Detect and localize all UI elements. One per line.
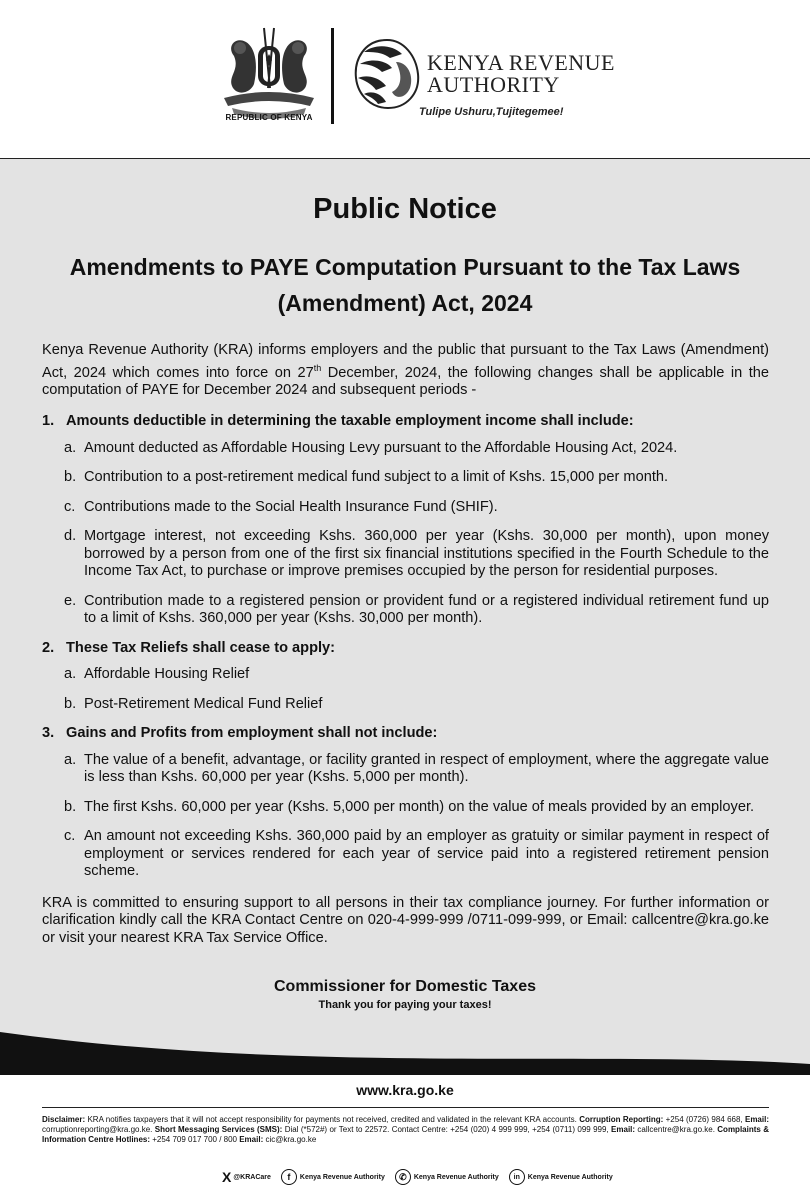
list-item	[64, 666, 769, 684]
social-label: @KRACare	[233, 1173, 271, 1181]
list-item	[64, 528, 769, 581]
social-label: Kenya Revenue Authority	[413, 1173, 499, 1181]
list-item	[64, 593, 769, 628]
whatsapp-icon: ✆	[395, 1169, 411, 1185]
org-name-line2: AUTHORITY	[427, 72, 560, 97]
corruption-email[interactable]: corruptionreporting@kra.go.ke.	[42, 1125, 155, 1134]
header	[0, 0, 810, 158]
intro-paragraph	[42, 342, 769, 399]
email-label: Email:	[239, 1135, 264, 1144]
website-link[interactable]: www.kra.go.ke	[356, 1082, 454, 1098]
item-letter: c.	[64, 828, 76, 845]
thanks-line: Thank you for paying your taxes!	[318, 999, 492, 1011]
list-item	[64, 499, 769, 517]
section-heading	[42, 413, 769, 431]
corruption-label: Corruption Reporting:	[579, 1115, 664, 1124]
item-letter: a.	[64, 439, 77, 456]
footer	[0, 1075, 810, 1200]
decorative-wave	[0, 1030, 810, 1080]
notice-content	[42, 342, 769, 947]
section-items	[42, 752, 769, 881]
list-item	[64, 799, 769, 817]
item-text: The first Kshs. 60,000 per year (Kshs. 5,000 per month) on the value of meals provided by an employer.	[84, 798, 755, 815]
intro-text-a: Kenya Revenue Authority (KRA) informs employers and the public that pursuant to the Tax Laws (Amendment) Act, 2024 which comes into force on 27	[42, 342, 769, 381]
section-heading-text: Amounts deductible in determining the taxable employment income shall include:	[66, 413, 634, 430]
section-heading-text: Gains and Profits from employment shall not include:	[66, 725, 438, 742]
email-label: Email:	[611, 1125, 636, 1134]
section-heading	[42, 725, 769, 743]
item-text: Contribution made to a registered pension or provident fund or a registered individual retirement fund up to a limit of Kshs. 360,000 per year (Kshs. 30,000 per month).	[84, 592, 769, 627]
item-text: Contributions made to the Social Health Insurance Fund (SHIF).	[84, 498, 498, 515]
x-icon: X	[222, 1169, 232, 1185]
social-facebook[interactable]	[281, 1169, 385, 1185]
item-text: Amount deducted as Affordable Housing Levy pursuant to the Affordable Housing Act, 2024.	[84, 439, 678, 456]
complaints-label: Complaints & Information Centre Hotlines:	[42, 1125, 769, 1144]
disclaimer-text	[42, 1115, 769, 1145]
list-item	[64, 469, 769, 487]
section-number: 3.	[42, 725, 55, 742]
section-heading-text: These Tax Reliefs shall cease to apply:	[66, 639, 336, 656]
item-letter: c.	[64, 498, 76, 515]
intro-superscript: th	[313, 362, 322, 373]
signatory-title: Commissioner for Domestic Taxes	[273, 978, 536, 995]
section-items	[42, 666, 769, 713]
section-number: 1.	[42, 413, 55, 430]
closing-paragraph: KRA is committed to ensuring support to all persons in their tax compliance journey. For further information or clarification kindly call the KRA Contact Centre on 020-4-999-999 /0711-099-999, or Email: callcentre@kra.go.ke or visit your nearest KRA Tax Service Office.	[42, 894, 769, 946]
social-label: Kenya Revenue Authority	[527, 1173, 613, 1181]
org-tagline: Tulipe Ushuru,Tujitegemee!	[419, 106, 564, 118]
social-label: Kenya Revenue Authority	[299, 1173, 385, 1181]
coat-of-arms-icon	[214, 26, 324, 126]
intro-text-b: December, 2024, the following changes shall be applicable in the computation of PAYE for December 2024 and subsequent periods -	[42, 364, 769, 398]
footer-divider	[42, 1107, 769, 1108]
item-text: Post-Retirement Medical Fund Relief	[84, 695, 323, 712]
cic-email[interactable]: cic@kra.go.ke	[263, 1135, 317, 1144]
list-item	[64, 696, 769, 714]
callcentre-email[interactable]: callcentre@kra.go.ke.	[635, 1125, 718, 1134]
item-text: An amount not exceeding Kshs. 360,000 paid by an employer as gratuity or similar payment in respect of employment or services rendered for each year of service paid into a registered retirement pension scheme.	[84, 828, 769, 880]
section-number: 2.	[42, 639, 55, 656]
corruption-phone: +254 (0726) 984 668,	[663, 1115, 745, 1124]
list-item	[64, 828, 769, 881]
notice-body	[0, 158, 810, 1074]
disclaimer-label: Disclaimer:	[42, 1115, 86, 1124]
item-letter: b.	[64, 798, 77, 815]
item-letter: a.	[64, 666, 77, 683]
section-items	[42, 440, 769, 628]
list-item	[64, 752, 769, 787]
complaints-phone: +254 709 017 700 / 800	[150, 1135, 240, 1144]
section-heading	[42, 640, 769, 658]
item-text: The value of a benefit, advantage, or facility granted in respect of employment, where the aggregate value is less than Kshs. 60,000 per year (Kshs. 5,000 per month).	[84, 751, 769, 786]
list-item	[64, 440, 769, 458]
coat-of-arms-label: REPUBLIC OF KENYA	[225, 113, 313, 122]
item-text: Contribution to a post-retirement medical fund subject to a limit of Kshs. 15,000 per month.	[84, 469, 669, 486]
org-name-line1: KENYA REVENUE	[427, 50, 615, 75]
linkedin-icon: in	[509, 1169, 525, 1185]
kra-lion-logo-icon	[352, 38, 422, 110]
sms-label: Short Messaging Services (SMS):	[154, 1125, 283, 1134]
item-letter: e.	[64, 592, 77, 609]
social-whatsapp[interactable]	[395, 1169, 499, 1185]
header-divider	[331, 28, 334, 124]
social-linkedin[interactable]	[509, 1169, 613, 1185]
email-label: Email:	[744, 1115, 769, 1124]
item-letter: d.	[64, 528, 77, 545]
item-letter: a.	[64, 751, 77, 768]
sms-text: Dial (*572#) or Text to 22572. Contact Centre: +254 (020) 4 999 999, +254 (0711) 099 999,	[282, 1125, 612, 1134]
notice-subtitle: Amendments to PAYE Computation Pursuant to the Tax Laws (Amendment) Act, 2024	[69, 254, 741, 316]
item-letter: b.	[64, 695, 77, 712]
item-letter: b.	[64, 469, 77, 486]
social-links	[222, 1169, 623, 1185]
notice-title: Public Notice	[313, 193, 497, 225]
item-text: Mortgage interest, not exceeding Kshs. 360,000 per year (Kshs. 30,000 per month), upon money borrowed by a person from one of the first six financial institutions specified in the Fourth Schedule to the Income Tax Act, to purchase or improve premises occupied by the person for residential purposes.	[84, 528, 769, 580]
facebook-icon: f	[281, 1169, 297, 1185]
social-x[interactable]	[222, 1169, 271, 1185]
disclaimer-body: KRA notifies taxpayers that it will not accept responsibility for payments not received, credited and validated in the relevant KRA accounts.	[85, 1115, 580, 1124]
item-text: Affordable Housing Relief	[84, 666, 250, 683]
